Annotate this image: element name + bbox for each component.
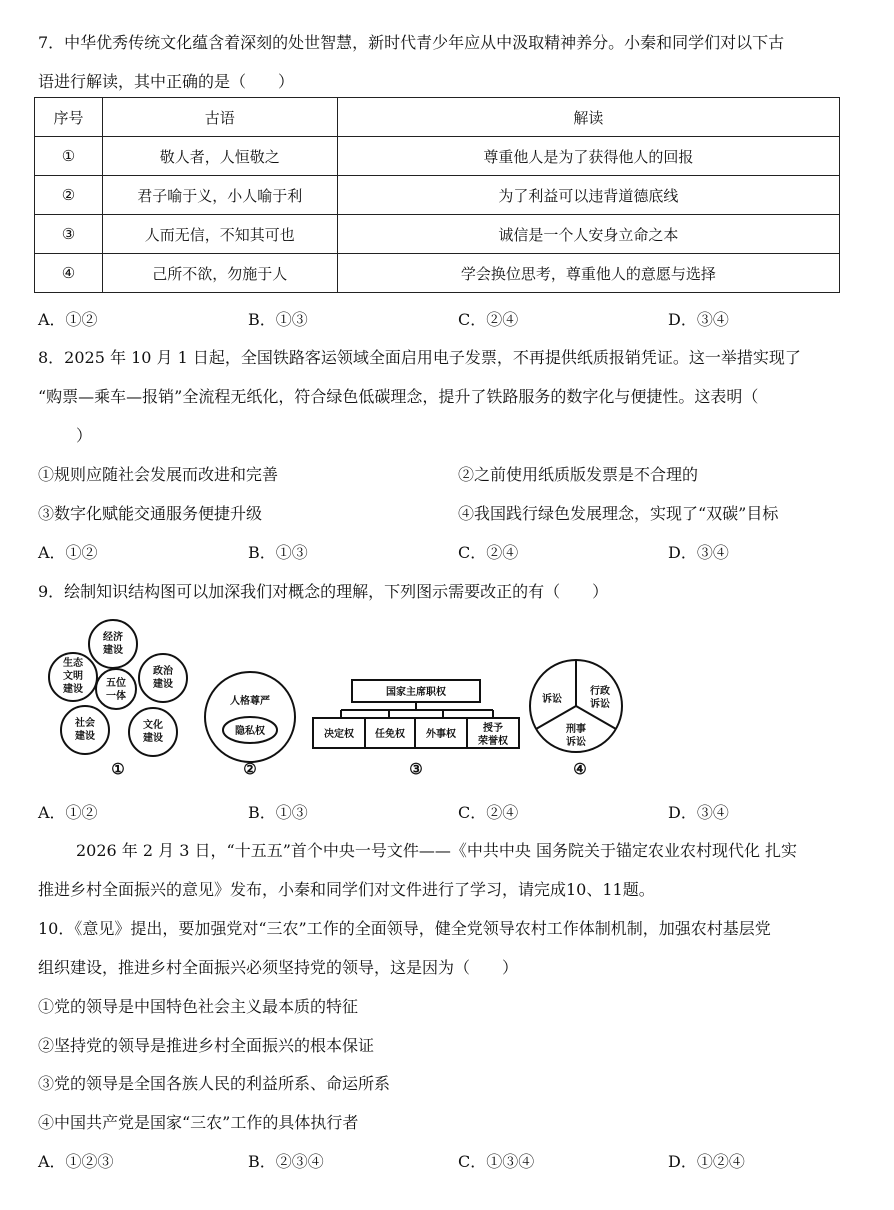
table-header-cell: 解读: [337, 98, 839, 137]
d1-node-label: 建设: [75, 731, 95, 742]
q8-stem-line3: ）: [76, 426, 93, 445]
d1-center-label: 一体: [106, 691, 126, 702]
d4-sector-label: 诉讼: [590, 699, 610, 710]
option-b[interactable]: B．①③: [248, 310, 308, 329]
option-c[interactable]: C．②④: [458, 543, 519, 562]
d1-node-label: 建设: [153, 679, 173, 690]
option-a[interactable]: A．①②: [38, 310, 98, 329]
q7-stem-line1: 7．中华优秀传统文化蕴含着深刻的处世智慧，新时代青少年应从中汲取精神养分。小秦和同学们对以下古: [38, 33, 785, 52]
d1-node-politics: [139, 654, 187, 702]
d2-inner-label: 隐私权: [235, 726, 265, 737]
table-cell: 人而无信，不知其可也: [102, 215, 337, 254]
d3-number: ③: [409, 760, 423, 778]
q7-table: [34, 97, 840, 293]
statement-2: ②之前使用纸质版发票是不合理的: [458, 465, 699, 484]
table-cell: 诚信是一个人安身立命之本: [337, 215, 839, 254]
statement-4: ④我国践行绿色发展理念，实现了“双碳”目标: [458, 504, 779, 523]
table-header-cell: 古语: [102, 98, 337, 137]
d1-node-society: [61, 706, 109, 754]
d1-node-economy: [89, 620, 137, 668]
q10-stem-line1: 10．《意见》提出，要加强党对“三农”工作的全面领导，健全党领导农村工作体制机制，加强农村基层党: [38, 919, 771, 938]
q8-options: [38, 540, 848, 562]
d4-sector-label: 刑事: [566, 724, 586, 735]
d4-sector-label: 诉讼: [542, 694, 562, 705]
d1-node-label: 生态: [63, 658, 83, 669]
d1-node-label: 文化: [143, 720, 163, 731]
d1-node-label: 经济: [103, 632, 123, 643]
q9-stem: 9．绘制知识结构图可以加深我们对概念的理解，下列图示需要改正的有（ ）: [38, 582, 609, 601]
d1-node-label: 文明: [63, 671, 83, 682]
table-cell: ①: [35, 137, 103, 176]
table-cell: ③: [35, 215, 103, 254]
statement-1: ①规则应随社会发展而改进和完善: [38, 465, 279, 484]
table-header-row: [35, 98, 840, 137]
d1-center: [96, 669, 136, 709]
d3-child-label: 外事权: [426, 729, 456, 740]
option-a[interactable]: A．①②: [38, 803, 98, 822]
d1-node-label: 建设: [103, 645, 123, 656]
d1-number: ①: [111, 760, 125, 778]
option-d[interactable]: D．③④: [668, 310, 729, 329]
option-c[interactable]: C．①③④: [458, 1152, 535, 1171]
material-line2: 推进乡村全面振兴的意见》发布，小秦和同学们对文件进行了学习，请完成10、11题。: [38, 880, 655, 899]
table-row: [35, 176, 840, 215]
table-cell: 己所不欲，勿施于人: [102, 254, 337, 293]
table-header-cell: 序号: [35, 98, 103, 137]
d1-node-label: 建设: [143, 733, 163, 744]
option-a[interactable]: A．①②: [38, 543, 98, 562]
option-d[interactable]: D．③④: [668, 543, 729, 562]
q8-stem-line2: “购票—乘车—报销”全流程无纸化，符合绿色低碳理念，提升了铁路服务的数字化与便捷性。这表明（: [38, 387, 759, 406]
table-cell: ④: [35, 254, 103, 293]
option-b[interactable]: B．①③: [248, 543, 308, 562]
table-row: [35, 215, 840, 254]
q7-stem-line2: 语进行解读，其中正确的是（ ）: [38, 72, 295, 91]
statement-3: ③数字化赋能交通服务便捷升级: [38, 504, 263, 523]
d2-outer-label: 人格尊严: [230, 696, 270, 707]
table-cell: 学会换位思考，尊重他人的意愿与选择: [337, 254, 839, 293]
d4-number: ④: [573, 760, 587, 778]
d3-child-label: 任免权: [375, 729, 405, 740]
d1-node-label: 建设: [63, 684, 83, 695]
option-d[interactable]: D．③④: [668, 803, 729, 822]
table-cell: 君子喻于义，小人喻于利: [102, 176, 337, 215]
d3-top-label: 国家主席职权: [386, 687, 446, 698]
table-cell: 尊重他人是为了获得他人的回报: [337, 137, 839, 176]
d1-center-label: 五位: [106, 678, 126, 689]
option-c[interactable]: C．②④: [458, 803, 519, 822]
q10-statement-1: ①党的领导是中国特色社会主义最本质的特征: [38, 997, 359, 1016]
table-cell: 为了利益可以违背道德底线: [337, 176, 839, 215]
q10-statement-3: ③党的领导是全国各族人民的利益所系、命运所系: [38, 1074, 391, 1093]
d4-sector-label: 诉讼: [566, 737, 586, 748]
q10-stem-line2: 组织建设，推进乡村全面振兴必须坚持党的领导，这是因为（ ）: [38, 958, 519, 977]
q9-options: [38, 800, 848, 822]
option-b[interactable]: B．①③: [248, 803, 308, 822]
option-d[interactable]: D．①②④: [668, 1152, 745, 1171]
q8-stem-line1: 8．2025 年 10 月 1 日起，全国铁路客运领域全面启用电子发票，不再提供纸质报销凭证。这一举措实现了: [38, 348, 801, 367]
q9-diagrams: [38, 614, 638, 784]
d1-node-label: 社会: [75, 718, 95, 729]
table-cell: 敬人者，人恒敬之: [102, 137, 337, 176]
d1-node-label: 政治: [153, 666, 173, 677]
table-cell: ②: [35, 176, 103, 215]
d2-number: ②: [243, 760, 257, 778]
material-line1: 2026 年 2 月 3 日，“十五五”首个中央一号文件——《中共中央 国务院关于锚定农业农村现代化 扎实: [76, 841, 798, 860]
d3-child-label: 荣誉权: [478, 736, 508, 747]
option-b[interactable]: B．②③④: [248, 1152, 324, 1171]
table-row: [35, 137, 840, 176]
q10-options: [38, 1149, 848, 1171]
q10-statement-2: ②坚持党的领导是推进乡村全面振兴的根本保证: [38, 1036, 375, 1055]
d4-sector-label: 行政: [590, 686, 610, 697]
option-c[interactable]: C．②④: [458, 310, 519, 329]
d3-child-label: 授予: [483, 723, 503, 734]
q7-options: [38, 307, 848, 329]
option-a[interactable]: A．①②③: [38, 1152, 114, 1171]
q10-statement-4: ④中国共产党是国家“三农”工作的具体执行者: [38, 1113, 359, 1132]
d3-child-label: 决定权: [324, 729, 354, 740]
d1-node-culture: [129, 708, 177, 756]
table-row: [35, 254, 840, 293]
